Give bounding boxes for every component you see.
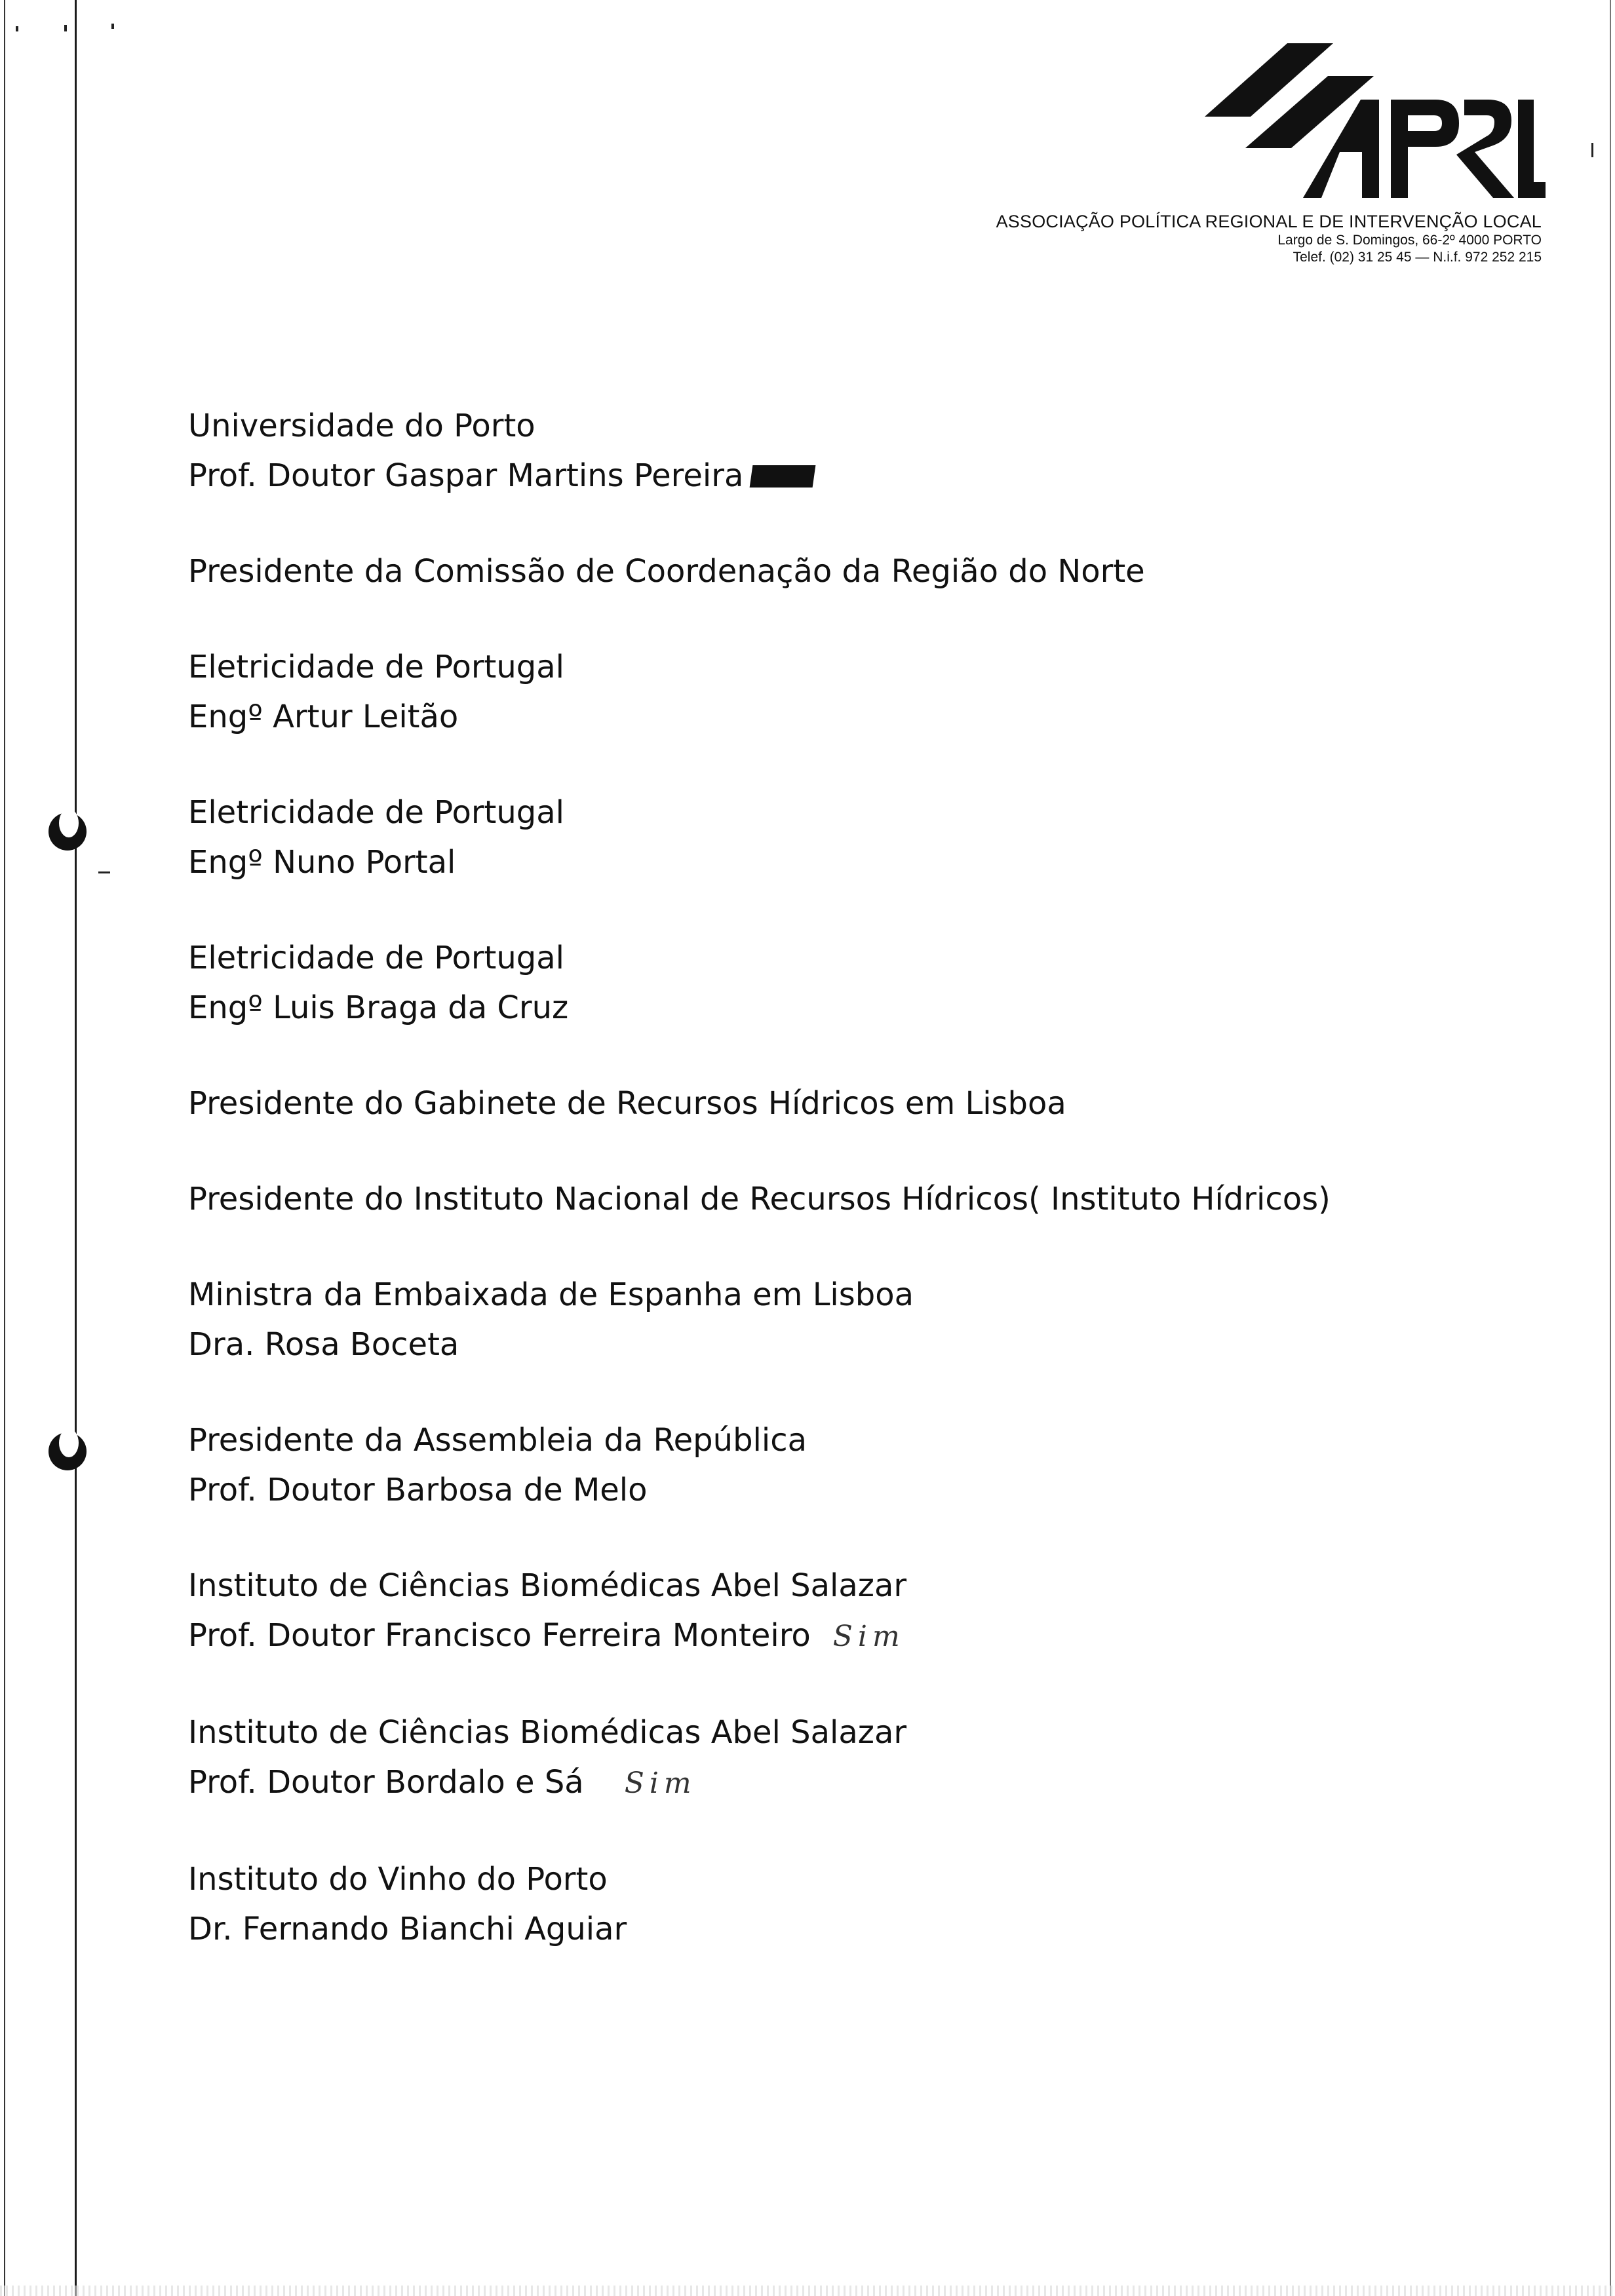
recipient-entry (188, 1854, 1499, 1954)
binder-hole-icon (49, 813, 87, 851)
recipient-institution: Instituto de Ciências Biomédicas Abel Salazar (188, 1714, 907, 1751)
recipient-institution: Eletricidade de Portugal (188, 649, 565, 685)
recipient-entry (188, 933, 1499, 1033)
recipient-entry (188, 1270, 1499, 1369)
recipient-entry (188, 1079, 1499, 1128)
recipient-institution: Presidente da Assembleia da República (188, 1422, 808, 1459)
handwritten-note: Sim (832, 1620, 905, 1653)
recipient-person: Prof. Doutor Francisco Ferreira Monteiro (188, 1617, 811, 1654)
recipient-institution: Instituto de Ciências Biomédicas Abel Salazar (188, 1567, 907, 1604)
recipient-institution: Presidente da Comissão de Coordenação da Região do Norte (188, 553, 1145, 590)
recipient-person: Engº Luis Braga da Cruz (188, 989, 569, 1026)
recipient-entry (188, 401, 1499, 501)
scan-speck (98, 871, 110, 873)
recipient-entry (188, 1174, 1499, 1224)
scan-bottom-edge (0, 2286, 1615, 2296)
recipient-institution: Eletricidade de Portugal (188, 940, 565, 976)
recipient-institution: Ministra da Embaixada de Espanha em Lisboa (188, 1276, 914, 1313)
recipient-person-line (188, 1611, 1499, 1662)
organization-address: Largo de S. Domingos, 66-2º 4000 PORTO (1277, 233, 1542, 248)
scan-speck (16, 26, 18, 31)
recipient-person: Prof. Doutor Gaspar Martins Pereira (188, 457, 744, 494)
logo-text: APRIL (1205, 43, 1207, 44)
right-page-edge (1610, 0, 1611, 2296)
recipient-entry (188, 1708, 1499, 1808)
recipient-entry (188, 642, 1499, 742)
recipient-entry (188, 546, 1499, 596)
scan-speck (1591, 143, 1593, 157)
recipient-person: Engº Nuno Portal (188, 844, 456, 881)
april-logo (1205, 43, 1546, 201)
recipient-list (188, 401, 1499, 2000)
binder-margin-line (75, 0, 77, 2296)
recipient-person: Engº Artur Leitão (188, 698, 459, 735)
left-page-edge (4, 0, 5, 2296)
recipient-institution: Presidente do Instituto Nacional de Recursos Hídricos( Instituto Hídricos) (188, 1181, 1331, 1217)
organization-name: ASSOCIAÇÃO POLÍTICA REGIONAL E DE INTERVENÇÃO LOCAL (996, 212, 1542, 231)
recipient-person: Dra. Rosa Boceta (188, 1326, 459, 1363)
letterhead (996, 211, 1542, 265)
scan-speck (111, 24, 114, 29)
recipient-entry (188, 1561, 1499, 1662)
recipient-person: Dr. Fernando Bianchi Aguiar (188, 1911, 627, 1947)
redaction-mark (750, 465, 816, 488)
recipient-institution: Universidade do Porto (188, 408, 535, 444)
organization-contact: Telef. (02) 31 25 45 — N.i.f. 972 252 215 (1293, 249, 1542, 265)
handwritten-note: Sim (624, 1767, 697, 1800)
scan-speck (64, 25, 67, 31)
binder-hole-icon (49, 1432, 87, 1470)
recipient-person: Prof. Doutor Bordalo e Sá (188, 1764, 584, 1801)
recipient-person-line (188, 1757, 1499, 1808)
recipient-institution: Instituto do Vinho do Porto (188, 1861, 608, 1898)
recipient-person: Prof. Doutor Barbosa de Melo (188, 1472, 648, 1508)
recipient-institution: Presidente do Gabinete de Recursos Hídricos em Lisboa (188, 1085, 1066, 1122)
recipient-entry (188, 788, 1499, 887)
recipient-institution: Eletricidade de Portugal (188, 794, 565, 831)
recipient-entry (188, 1415, 1499, 1515)
recipient-person-line (188, 451, 1499, 501)
